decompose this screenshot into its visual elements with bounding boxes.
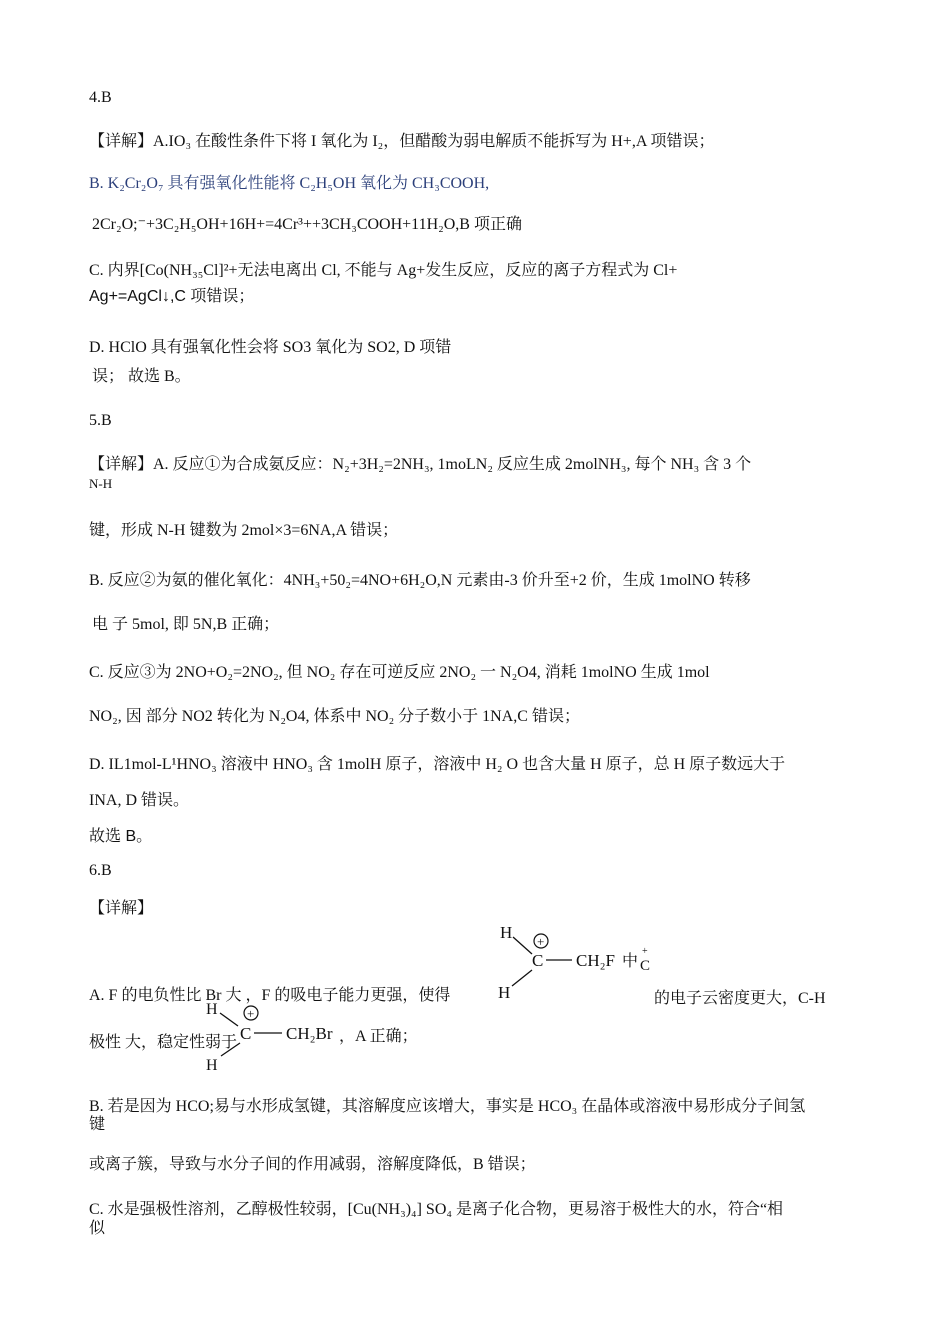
- q5-option-a-line1-cont: N-H: [89, 476, 113, 491]
- fluoromethyl-carbocation-structure: [494, 918, 664, 1006]
- q5-option-c-line2: NO₂, 因 部分 NO2 转化为 N₂O4, 体系中 NO₂ 分子数小于 1NA,C 错误；: [89, 708, 580, 725]
- mol2-hydrogen-top: H: [206, 1001, 218, 1018]
- q6-option-a-text3: 极性 大，稳定性弱于: [89, 1034, 238, 1051]
- mol1-bond-top: [513, 937, 532, 954]
- q4-option-c-line1: C. 内界[Co(NH₃₅Cl]²+无法电离出 Cl, 不能与 Ag+发生反应，反应的离子方程式为 Cl+: [89, 262, 678, 279]
- mol1-ion-charge: +: [642, 946, 648, 957]
- q5-option-d-line1: D. IL1mol-L¹HNO₃ 溶液中 HNO₃ 含 1molH 原子，溶液中 H₂ O 也含大量 H 原子，总 H 原子数远大于: [89, 756, 786, 773]
- mol1-zhong: 中: [622, 953, 639, 970]
- q5-option-b-line1: B. 反应②为氨的催化氧化：4NH₃+50₂=4NO+6H₂O,N 元素由-3 价升至+2 价，生成 1molNO 转移: [89, 572, 751, 589]
- mol1-hydrogen-top: H: [500, 923, 513, 942]
- q5-option-b-line2: 电 子 5mol, 即 5N,B 正确；: [92, 616, 280, 633]
- q6-option-b-line1-cont: 键: [89, 1116, 106, 1133]
- q4-option-b-line1: B. K₂Cr₂O₇ 具有强氧化性能将 C₂H₅OH 氧化为 CH₃COOH,: [89, 175, 490, 192]
- q4-option-d-line1: D. HClO 具有强氧化性会将 SO3 氧化为 SO2, D 项错: [89, 339, 452, 356]
- mol2-group: CH₂Br: [286, 1024, 333, 1043]
- mol2-charge-plus: +: [247, 1006, 255, 1021]
- mol2-bond-bottom: [221, 1043, 240, 1056]
- mol1-hydrogen-bottom: H: [498, 983, 511, 1002]
- q5-option-d-line2: INA, D 错误。: [89, 792, 189, 809]
- q6-option-b-line2: 或离子簇，导致与水分子间的作用减弱，溶解度降低，B 错误；: [89, 1156, 536, 1173]
- mol1-bond-bottom: [512, 970, 532, 986]
- q4-detail-a: 【详解】A.IO₃ 在酸性条件下将 I 氧化为 I₂，但醋酸为弱电解质不能拆写为 H+,A 项错误；: [89, 133, 715, 150]
- bromomethyl-carbocation-structure: [200, 996, 345, 1076]
- q6-option-c-line1-cont: 似: [89, 1220, 106, 1237]
- q4-option-c-line2: Ag+=AgCl↓,C 项错误；: [89, 288, 255, 305]
- q5-answer: 5.B: [89, 412, 112, 429]
- mol2-hydrogen-bottom: H: [206, 1057, 218, 1074]
- q6-option-a-text2: 的电子云密度更大，C-H: [654, 990, 826, 1007]
- q5-conclusion: 故选 B。: [89, 828, 153, 845]
- q6-option-a-text4: ，A 正确；: [339, 1028, 418, 1045]
- mol1-ion-carbon: C: [640, 958, 651, 974]
- mol2-bond-top: [220, 1013, 238, 1026]
- q6-detail-heading: 【详解】: [89, 900, 154, 917]
- q6-option-b-line1: B. 若是因为 HCO;易与水形成氢键，其溶解度应该增大，事实是 HCO₃ 在晶体或溶液中易形成分子间氢: [89, 1098, 806, 1115]
- mol1-group: CH₂F: [576, 951, 615, 970]
- q5-option-a-line1: 【详解】A. 反应①为合成氨反应：N₂+3H₂=2NH₃, 1moLN₂ 反应生成 2molNH₃, 每个 NH₃ 含 3 个: [89, 456, 752, 473]
- q4-option-b-equation: 2Cr₂O;⁻+3C₂H₅OH+16H+=4Cr³++3CH₃COOH+11H₂O,B 项正确: [92, 216, 522, 233]
- q6-option-c-line1: C. 水是强极性溶剂，乙醇极性较弱，[Cu(NH₃)₄] SO₄ 是离子化合物，更易溶于极性大的水，符合“相: [89, 1201, 784, 1218]
- q4-option-d-line2: 误； 故选 B。: [92, 368, 191, 385]
- q4-answer: 4.B: [89, 89, 112, 106]
- q6-answer: 6.B: [89, 862, 112, 879]
- mol2-carbon: C: [240, 1024, 252, 1043]
- q6-option-a-text1: A. F 的电负性比 Br 大 ，F 的吸电子能力更强，使得: [89, 987, 451, 1004]
- mol1-charge-plus: +: [537, 934, 545, 949]
- mol1-carbon: C: [532, 951, 544, 970]
- q5-option-c-line1: C. 反应③为 2NO+O₂=2NO₂, 但 NO₂ 存在可逆反应 2NO₂ 一 N₂O4, 消耗 1molNO 生成 1mol: [89, 664, 710, 681]
- q5-option-a-line2: 键，形成 N-H 键数为 2mol×3=6NA,A 错误；: [89, 522, 399, 539]
